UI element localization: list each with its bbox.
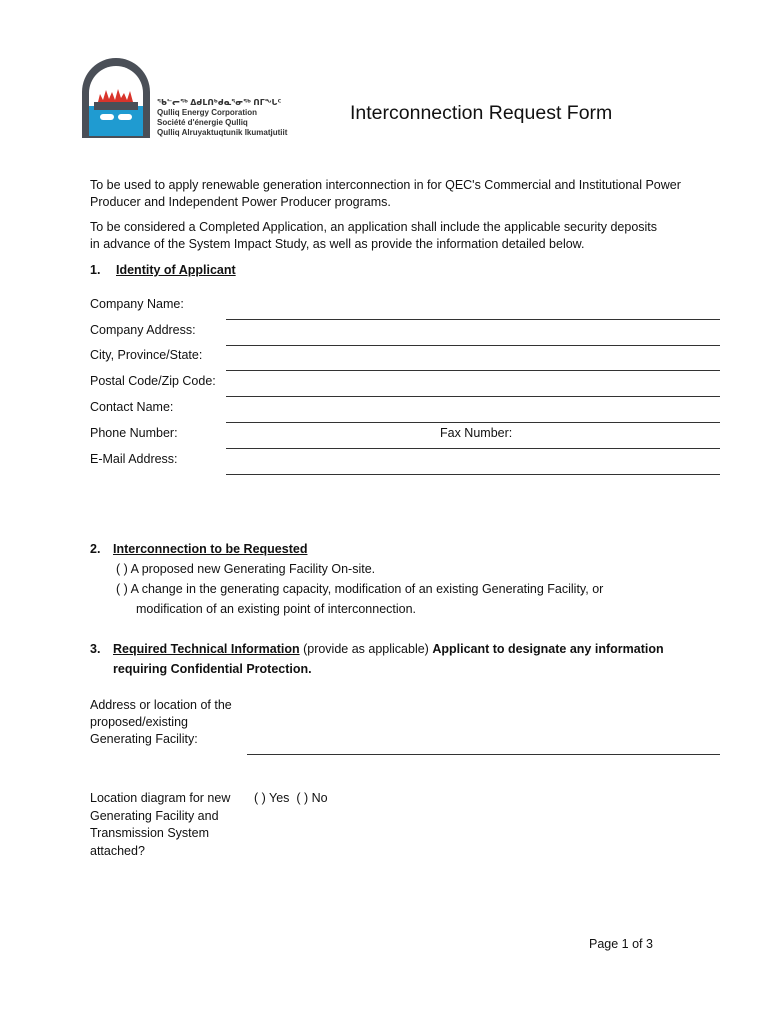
city-field[interactable]: [226, 370, 720, 371]
diagram-label-3: Transmission System: [90, 826, 210, 840]
section-2-number: 2.: [90, 542, 101, 556]
form-title: Interconnection Request Form: [350, 102, 613, 124]
logo-name-fr: Société d'énergie Qulliq: [157, 118, 248, 127]
logo-syllabics: ᖃᓪᓕᖅ ᐃᑯᒪᑎᒃᑯᓇᕐᓂᖅ ᑎᒥᖓᑦ: [157, 98, 282, 107]
contact-name-label: Contact Name:: [90, 400, 174, 414]
contact-name-field[interactable]: [226, 422, 720, 423]
diagram-label-1: Location diagram for new: [90, 791, 231, 805]
postal-field[interactable]: [226, 396, 720, 397]
address-location-label-3: Generating Facility:: [90, 732, 198, 746]
intro-line-1: To be used to apply renewable generation interconnection in for QEC's Commercial and Institutional Power: [90, 178, 681, 192]
logo-name-iu: Qulliq Alruyaktuqtunik Ikumatjutiit: [157, 128, 288, 137]
option-change-capacity-cont: modification of an existing point of interconnection.: [136, 602, 417, 616]
intro-line-3: To be considered a Completed Application, an application shall include the applicable security deposits: [90, 220, 658, 234]
section-3-note-1: Applicant to designate any information: [432, 642, 664, 656]
phone-fax-field[interactable]: [226, 448, 720, 449]
address-location-label-2: proposed/existing: [90, 715, 188, 729]
section-1-heading: Identity of Applicant: [116, 263, 236, 277]
option-new-facility[interactable]: ( ) A proposed new Generating Facility On-site.: [116, 562, 376, 576]
qulliq-lamp-icon: [76, 56, 156, 140]
email-field[interactable]: [226, 474, 720, 475]
logo-text-block: [157, 98, 287, 138]
company-address-field[interactable]: [226, 345, 720, 346]
company-address-label: Company Address:: [90, 323, 196, 337]
address-location-field[interactable]: [247, 754, 720, 755]
section-3-heading-suffix: (provide as applicable): [299, 642, 433, 656]
intro-line-2: Producer and Independent Power Producer programs.: [90, 195, 391, 209]
company-logo: [76, 56, 156, 140]
option-change-capacity[interactable]: ( ) A change in the generating capacity, modification of an existing Generating Facility, or: [116, 582, 604, 596]
logo-name-en: Qulliq Energy Corporation: [157, 108, 258, 117]
postal-label: Postal Code/Zip Code:: [90, 374, 216, 388]
company-name-label: Company Name:: [90, 297, 184, 311]
section-1-number: 1.: [90, 263, 101, 277]
city-label: City, Province/State:: [90, 348, 203, 362]
intro-line-4: in advance of the System Impact Study, as well as provide the information detailed below.: [90, 237, 585, 251]
section-2-heading: Interconnection to be Requested: [113, 542, 308, 556]
phone-label: Phone Number:: [90, 426, 178, 440]
section-3-number: 3.: [90, 642, 101, 656]
section-3-heading: Required Technical Information: [113, 642, 300, 656]
diagram-label-2: Generating Facility and: [90, 809, 219, 823]
address-location-label-1: Address or location of the: [90, 698, 232, 712]
company-name-field[interactable]: [226, 319, 720, 320]
diagram-yes-no-choice[interactable]: ( ) Yes ( ) No: [254, 791, 328, 805]
email-label: E-Mail Address:: [90, 452, 178, 466]
fax-label: Fax Number:: [440, 426, 513, 440]
page-number: Page 1 of 3: [589, 937, 653, 951]
diagram-label-4: attached?: [90, 844, 145, 858]
section-3-note-2: requiring Confidential Protection.: [113, 662, 312, 676]
section-3-heading-line: [113, 641, 664, 658]
